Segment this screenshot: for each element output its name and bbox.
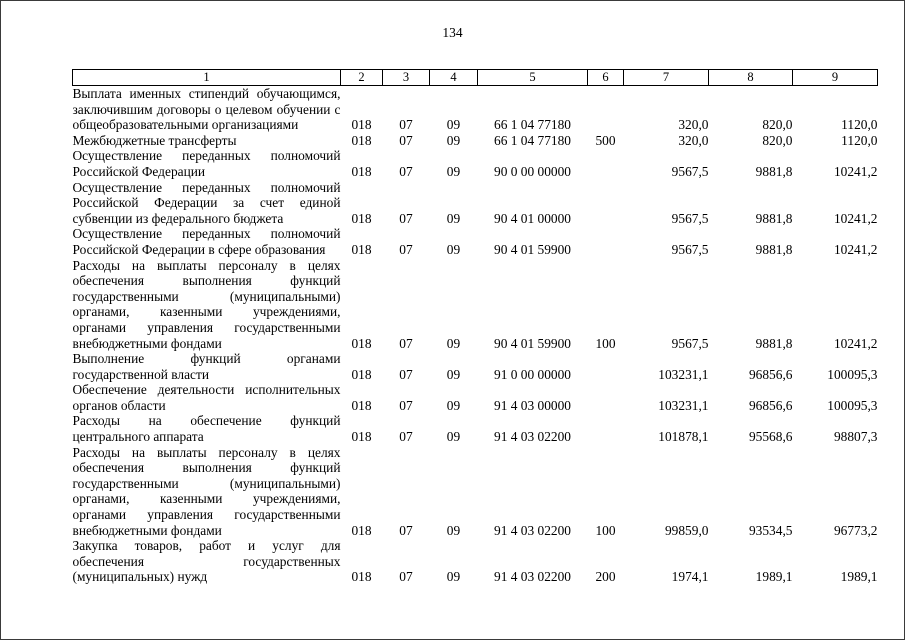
table-cell: 018 [351, 210, 372, 226]
table-cell: 018 [351, 163, 372, 179]
table-cell: 09 [446, 117, 461, 133]
table-cell: 07 [399, 163, 413, 179]
table-cell: 018 [351, 366, 372, 382]
column-header: 5 [478, 70, 588, 86]
table-cell: 91 4 03 00000 [494, 397, 571, 413]
table-cell: Осуществление переданных полномочий Российской Федерации за счет единой субвенции из федерального бюджета [72, 179, 341, 226]
table-cell [588, 148, 624, 179]
table-cell: Выполнение функций органами государственной власти [72, 351, 341, 382]
table-cell: Осуществление переданных полномочий Российской Федерации в сфере образования [72, 226, 341, 257]
table-cell: 101878,1 [658, 429, 709, 445]
table-cell: 018 [351, 117, 372, 133]
table-cell: 018 [351, 241, 372, 257]
table-row [73, 445, 878, 539]
table-row [73, 351, 878, 382]
table-cell: 90 4 01 00000 [494, 210, 571, 226]
page-number: 134 [442, 25, 463, 40]
table-cell: Межбюджетные трансферты [72, 132, 237, 148]
table-cell: 320,0 [678, 132, 709, 148]
table-cell: Расходы на обеспечение функций центрального аппарата [72, 413, 341, 445]
table-cell: 91 4 03 02200 [494, 429, 571, 445]
table-cell: 96856,6 [748, 397, 793, 413]
column-header: 6 [588, 70, 624, 86]
table-cell: 10241,2 [833, 335, 878, 351]
table-cell: 100095,3 [827, 366, 878, 382]
table-cell: 09 [446, 569, 461, 585]
table-cell: 018 [351, 429, 372, 445]
table-row [73, 226, 878, 257]
table-cell: 103231,1 [658, 397, 709, 413]
budget-table [72, 69, 878, 585]
table-cell: 9881,8 [755, 335, 793, 351]
table-cell: 10241,2 [833, 241, 878, 257]
table-cell: 100095,3 [827, 397, 878, 413]
table-cell [588, 351, 624, 382]
table-cell: 9567,5 [671, 163, 709, 179]
column-header: 8 [709, 70, 793, 86]
table-cell: 09 [446, 429, 461, 445]
table-cell: 07 [399, 132, 413, 148]
table-cell: 07 [399, 429, 413, 445]
table-cell: Расходы на выплаты персоналу в целях обеспечения выполнения функций государственными (муниципальными) органами, казенными учреждениями, органами управления государственными внебюджетными фондами [72, 444, 341, 538]
column-header: 2 [341, 70, 383, 86]
table-cell: 09 [446, 241, 461, 257]
table-cell [588, 382, 624, 413]
table-cell: 09 [446, 366, 461, 382]
table-cell: 07 [399, 569, 413, 585]
table-cell: 500 [595, 132, 616, 148]
table-cell: 91 4 03 02200 [494, 522, 571, 538]
table-cell: 07 [399, 210, 413, 226]
table-cell: 9567,5 [671, 210, 709, 226]
table-cell: 1989,1 [755, 569, 793, 585]
table-cell: 200 [595, 569, 616, 585]
column-header: 4 [430, 70, 478, 86]
table-cell: 018 [351, 522, 372, 538]
table-row [73, 180, 878, 227]
table-cell: 1120,0 [841, 117, 878, 133]
table-cell: 90 0 00 00000 [494, 163, 571, 179]
table-cell: 90 4 01 59900 [494, 335, 571, 351]
table-cell: 09 [446, 335, 461, 351]
table-cell: 07 [399, 366, 413, 382]
table-cell: 95568,6 [748, 429, 793, 445]
table-cell: 90 4 01 59900 [494, 241, 571, 257]
table-cell: 66 1 04 77180 [494, 117, 571, 133]
table-cell [588, 226, 624, 257]
table-cell: 820,0 [762, 117, 793, 133]
table-cell: 99859,0 [664, 522, 709, 538]
table-cell: Обеспечение деятельности исполнительных органов области [72, 382, 341, 413]
table-cell: 9881,8 [755, 241, 793, 257]
table-cell: 10241,2 [833, 210, 878, 226]
table-cell: Выплата именных стипендий обучающимся, заключившим договоры о целевом обучении с общеобразовательными организациями [72, 86, 341, 133]
table-cell: 07 [399, 241, 413, 257]
table-cell: 93534,5 [748, 522, 793, 538]
column-header: 3 [383, 70, 430, 86]
table-cell: 09 [446, 163, 461, 179]
column-header: 1 [73, 70, 341, 86]
table-cell: 1989,1 [840, 569, 878, 585]
table-cell: 09 [446, 397, 461, 413]
column-header: 7 [624, 70, 709, 86]
table-cell: 103231,1 [658, 366, 709, 382]
table-cell [588, 413, 624, 444]
table-row [73, 133, 878, 149]
table-cell: 018 [351, 335, 372, 351]
table-cell: 9567,5 [671, 241, 709, 257]
table-cell: 320,0 [678, 117, 709, 133]
table-cell: 018 [351, 569, 372, 585]
table-cell: 018 [351, 132, 372, 148]
table-cell: 91 4 03 02200 [494, 569, 571, 585]
table-cell: 07 [399, 117, 413, 133]
table-row [73, 148, 878, 179]
table-cell: 100 [595, 522, 616, 538]
table-cell: 91 0 00 00000 [494, 366, 571, 382]
table-cell: 09 [446, 132, 461, 148]
table-cell: 96773,2 [833, 522, 878, 538]
table-cell: 018 [351, 397, 372, 413]
table-cell: 9567,5 [671, 335, 709, 351]
table-header [73, 70, 878, 86]
table-row [73, 413, 878, 444]
table-row [73, 538, 878, 585]
table-cell: Расходы на выплаты персоналу в целях обеспечения выполнения функций государственными (муниципальными) органами, казенными учреждениями, органами управления государственными внебюджетными фондами [72, 257, 341, 351]
table-cell: 07 [399, 335, 413, 351]
table-cell [588, 180, 624, 227]
table-cell: Закупка товаров, работ и услуг для обеспечения государственных (муниципальных) нужд [72, 538, 341, 585]
table-body [73, 86, 878, 586]
table-cell: Осуществление переданных полномочий Российской Федерации [72, 148, 341, 179]
table-cell: 98807,3 [833, 429, 878, 445]
table-cell: 9881,8 [755, 163, 793, 179]
table-cell: 10241,2 [833, 163, 878, 179]
table-cell: 07 [399, 397, 413, 413]
table-cell: 66 1 04 77180 [494, 132, 571, 148]
table-cell: 820,0 [762, 132, 793, 148]
table-cell: 100 [595, 335, 616, 351]
table-row [73, 382, 878, 413]
table-cell [588, 86, 624, 133]
table-cell: 09 [446, 210, 461, 226]
table-cell: 96856,6 [748, 366, 793, 382]
table-cell: 09 [446, 522, 461, 538]
column-header: 9 [793, 70, 878, 86]
table-row [73, 86, 878, 133]
table-row [73, 258, 878, 352]
table-cell: 1974,1 [671, 569, 709, 585]
table-header-row [73, 70, 878, 86]
table-cell: 07 [399, 522, 413, 538]
table-cell: 1120,0 [841, 132, 878, 148]
table-cell: 9881,8 [755, 210, 793, 226]
